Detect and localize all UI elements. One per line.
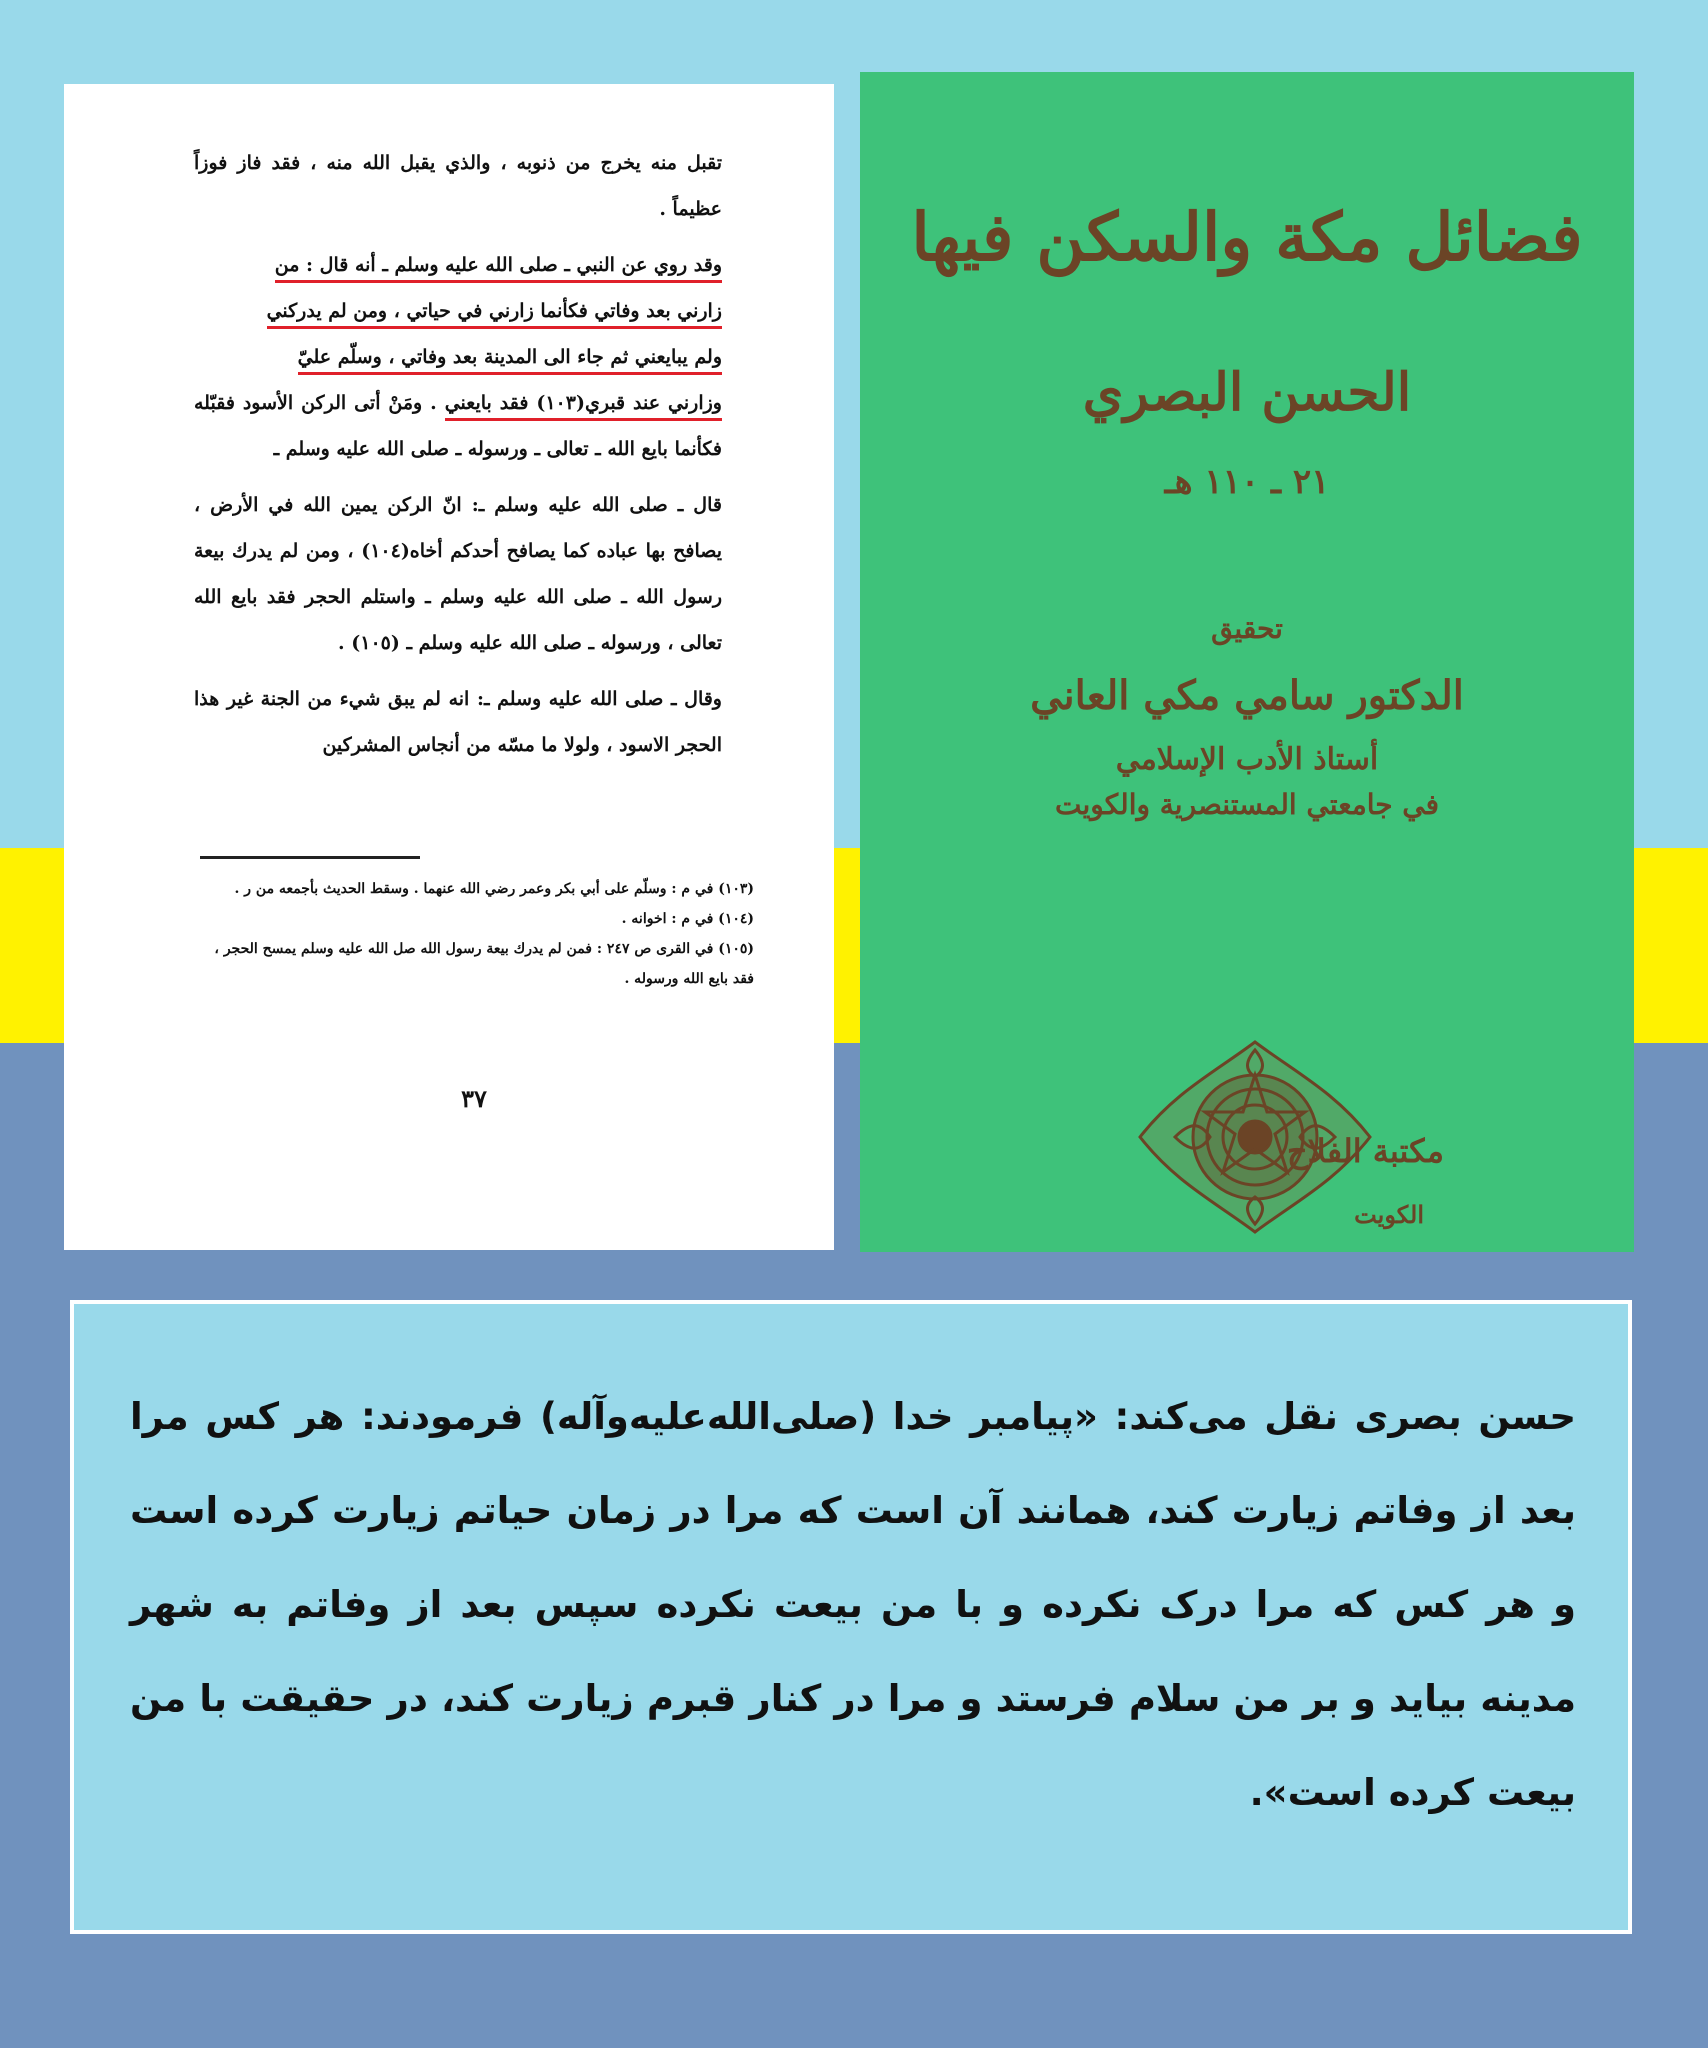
- underlined-line-4: وزارني عند قبري(١٠٣) فقد بايعني: [445, 392, 722, 421]
- underlined-line-2: زارني بعد وفاتي فكأنما زارني في حياتي ، ومن لم يدركني: [267, 300, 722, 329]
- footnotes: [194, 874, 754, 994]
- footnote-105: (١٠٥) في القرى ص ٢٤٧ : فمن لم يدرك بيعة رسول الله صل الله عليه وسلم يمسح الحجر ، فقد بايع الله ورسوله .: [214, 941, 754, 987]
- underlined-hadith: [194, 242, 722, 472]
- underlined-line-1: وقد روي عن النبي ـ صلى الله عليه وسلم ـ أنه قال : من: [275, 254, 722, 283]
- continuation-text: . ومَنْ أتى الركن الأسود: [242, 392, 437, 414]
- cover-city: الكويت: [1354, 1200, 1424, 1229]
- cover-years: ٢١ ـ ١١٠ هـ: [1164, 462, 1330, 502]
- page-paragraph-1: تقبل منه يخرج من ذنوبه ، والذي يقبل الله منه ، فقد فاز فوزاً عظيماً .: [194, 152, 722, 220]
- book-cover: [860, 72, 1634, 1252]
- footnote-103: (١٠٣) في م : وسلّم على أبي بكر وعمر رضي الله عنهما . وسقط الحديث بأجمعه من ر .: [234, 881, 754, 897]
- cover-editor-role-2: في جامعتي المستنصرية والكويت: [1054, 788, 1440, 821]
- scanned-book-page: [64, 84, 834, 1250]
- cover-title: فضائل مكة والسكن فيها: [911, 198, 1583, 276]
- translation-text: حسن بصری نقل می‌کند: «پیامبر خدا (صلی‌الله‌علیه‌وآله) فرمودند: هر کس مرا بعد از وفاتم زیارت کند، همانند آن است که مرا در زمان حیاتم زیارت کرده است و هر کس که مرا درک نکرده و با من بیعت نکرده سپس بعد از وفاتم به شهر مدینه بیاید و بر من سلام فرستد و مرا در کنار قبرم زیارت کند، در حقیقت با من بیعت کرده است».: [130, 1395, 1576, 1814]
- cover-editor: الدكتور سامي مكي العاني: [1030, 672, 1464, 719]
- translation-box: [70, 1300, 1632, 1934]
- page-paragraph-3: قال ـ صلى الله عليه وسلم ـ: انّ الركن يمين الله في الأرض ، يصافح بها عباده كما يصافح أحدكم أخاه(١٠٤) ، ومن لم يدرك بيعة رسول الله ـ صلى الله عليه وسلم ـ واستلم الحجر فقد بايع الله تعالى ، ورسوله ـ صلى الله عليه وسلم ـ (١٠٥) .: [194, 494, 722, 654]
- cover-editor-role-1: أستاذ الأدب الإسلامي: [1115, 742, 1379, 777]
- page-number: ٣٧: [461, 1084, 487, 1113]
- page-paragraph-2: فقبّله فكأنما بايع الله ـ تعالى ـ ورسوله ـ صلى الله عليه وسلم ـ: [194, 392, 722, 460]
- footnote-divider: [200, 856, 420, 859]
- underlined-line-3: ولم يبايعني ثم جاء الى المدينة بعد وفاتي ، وسلّم عليّ: [298, 346, 722, 375]
- footnote-104: (١٠٤) في م : اخوانه .: [621, 911, 754, 927]
- page-body: [194, 140, 722, 778]
- cover-author: الحسن البصري: [1082, 362, 1412, 423]
- cover-edited-label: تحقيق: [1211, 612, 1283, 645]
- page-paragraph-4: وقال ـ صلى الله عليه وسلم ـ: انه لم يبق شيء من الجنة غير هذا الحجر الاسود ، ولولا ما مسّه من أنجاس المشركين: [194, 688, 722, 756]
- cover-publisher: مكتبة الفلاح: [1287, 1132, 1444, 1170]
